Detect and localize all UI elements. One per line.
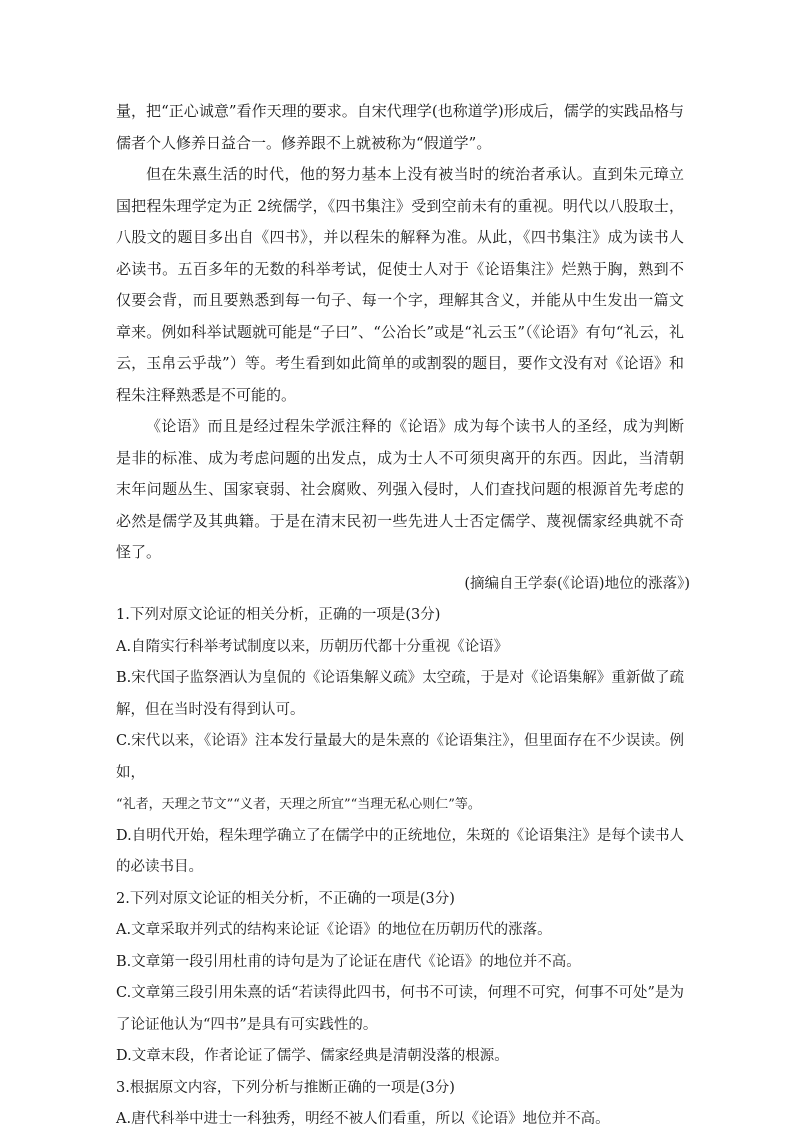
option-a: A.自隋实行科举考试制度以来，历朝历代都十分重视《论语》 [116, 638, 509, 655]
option-d: D.文章末段，作者论证了儒学、儒家经典是清朝没落的根源。 [116, 1048, 509, 1064]
paragraph-3: 《论语》而且是经过程朱学派注释的《论语》成为每个读书人的圣经，成为判断是非的标准、成为考虑问题的出发点，成为士人不可须臾离开的东西。因此，当清朝末年问题丛生、国家衰弱、社会腐败、列强入侵时，人们查找问题的根源首先考虑的必然是儒学及其典籍。于是在清末民初一些先进人士否定儒学、蔑视儒家经典就不奇怪了。 [116, 417, 684, 561]
question-3 [116, 1073, 684, 1136]
option-a: A.文章采取并列式的结构来论证《论语》的地位在历朝历代的涨落。 [116, 922, 552, 938]
question-stem: 1.下列对原文论证的相关分析，正确的一项是(3分) [116, 607, 441, 623]
question-stem: 2.下列对原文论证的相关分析，不正确的一项是(3分) [116, 890, 455, 907]
option-b: B.文章第一段引用杜甫的诗句是为了论证在唐代《论语》的地位并不高。 [116, 953, 581, 970]
option-b: B.宋代国子监祭酒认为皇侃的《论语集解义疏》太空疏，于是对《论语集解》重新做了疏解，但在当时没有得到认可。 [116, 670, 684, 718]
question-1 [116, 600, 684, 884]
question-2 [116, 884, 684, 1073]
source-citation: (摘编自王学泰(《论语)地位的涨落》) [464, 575, 690, 592]
option-c: C.宋代以来，《论语》注本发行量最大的是朱熹的《论语集注》，但里面存在不少误读。例如， [116, 733, 684, 781]
paragraph-1: 量，把“正心诚意”看作天理的要求。自宋代理学(也称道学)形成后，儒学的实践品格与儒者个人修养日益合一。修养跟不上就被称为“假道学”。 [116, 102, 684, 152]
question-stem: 3.根据原文内容，下列分析与推断正确的一项是(3分) [116, 1079, 455, 1096]
option-d: D.自明代开始，程朱理学确立了在儒学中的正统地位，朱斑的《论语集注》是每个读书人的必读书目。 [116, 827, 684, 875]
option-c-quote: “礼者，天理之节文”“义者，天理之所宜”“当理无私心则仁”等。 [116, 797, 481, 812]
option-a: A.唐代科举中进士一科独秀，明经不被人们看重，所以《论语》地位并不高。 [116, 1111, 610, 1127]
option-c: C.文章第三段引用朱熹的话“若读得此四书，何书不可读，何理不可究，何事不可处”是为了论证他认为“四书”是具有可实践性的。 [116, 985, 684, 1033]
paragraph-2: 但在朱熹生活的时代，他的努力基本上没有被当时的统治者承认。直到朱元璋立国把程朱理学定为正 2统儒学，《四书集注》受到空前未有的重视。明代以八股取士，八股文的题目多出自《四书》，并以程朱的解释为准。从此，《四书集注》成为读书人必读书。五百多年的无数的科举考试，促使士人对于《论语集注》烂熟于胸，熟到不仅要会背，而且要熟悉到每一句子、每一个字，理解其含义，并能从中生发出一篇文章来。例如科举试题就可能是“子曰”、“公冶长”或是“礼云玉”（《论语》有句“礼云，礼云，玉帛云乎哉”）等。考生看到如此简单的或割裂的题目，要作文没有对《论语》和程朱注释熟悉是不可能的。 [116, 165, 684, 404]
